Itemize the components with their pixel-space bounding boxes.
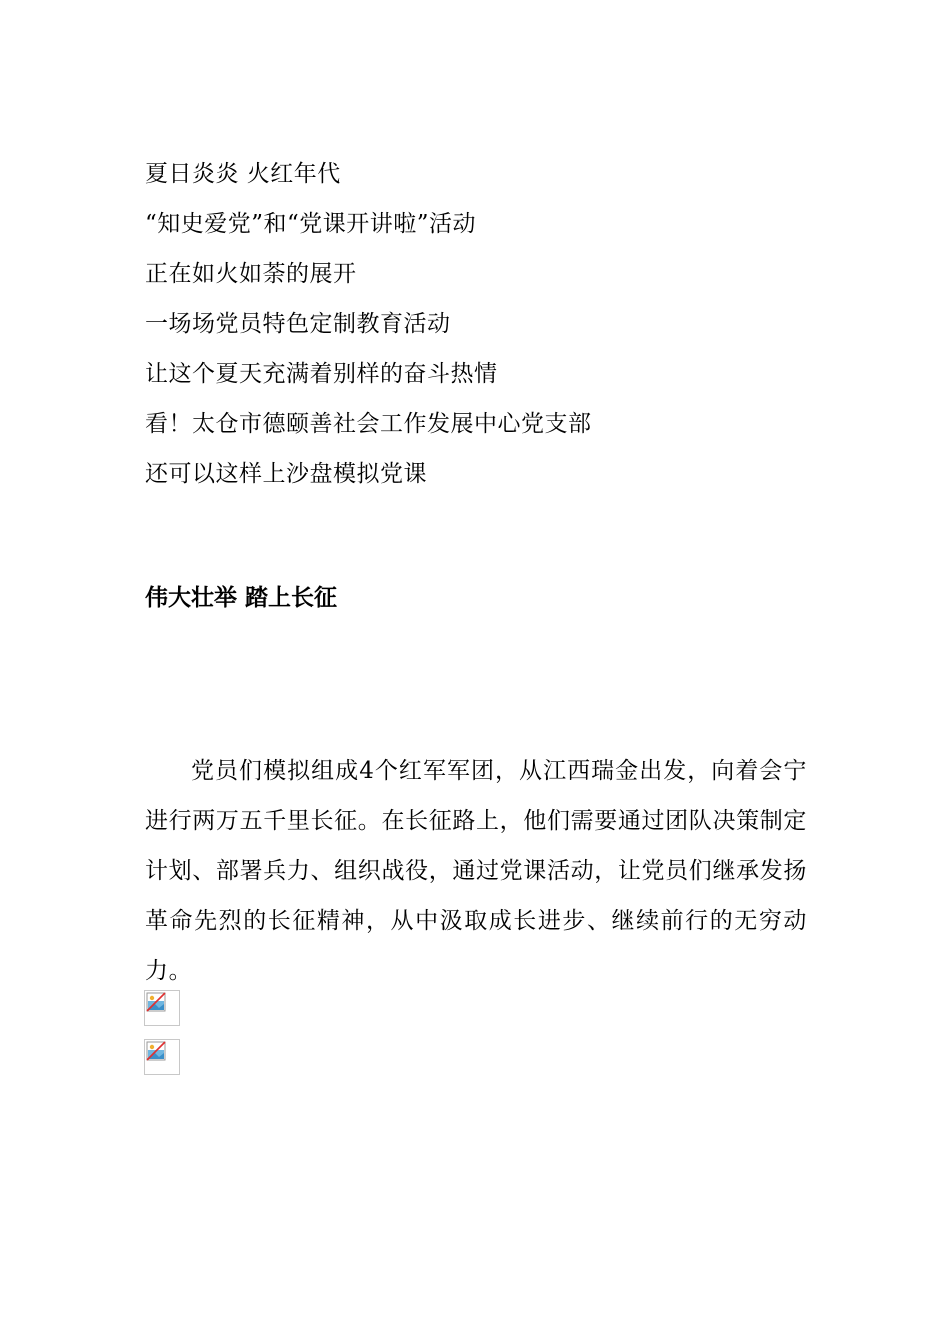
intro-line-4: 一场场党员特色定制教育活动 [145,311,451,337]
broken-image-icon [144,1039,180,1075]
intro-line-3: 正在如火如荼的展开 [145,261,357,287]
intro-line-6: 看！太仓市德颐善社会工作发展中心党支部 [145,411,592,437]
body-paragraph: 党员们模拟组成4个红军军团，从江西瑞金出发，向着会宁进行两万五千里长征。在长征路上，他们需要通过团队决策制定计划、部署兵力、组织战役，通过党课活动，让党员们继承发扬革命先烈的长征精神，从中汲取成长进步、继续前行的无穷动力。 [145,758,807,984]
broken-image-icon [144,990,180,1026]
intro-line-5: 让这个夏天充满着别样的奋斗热情 [145,361,498,387]
intro-line-2: “知史爱党”和“党课开讲啦”活动 [145,211,477,237]
intro-line-1: 夏日炎炎 火红年代 [145,161,341,187]
intro-line-7: 还可以这样上沙盘模拟党课 [145,461,427,487]
section-heading: 伟大壮举 踏上长征 [145,585,338,611]
